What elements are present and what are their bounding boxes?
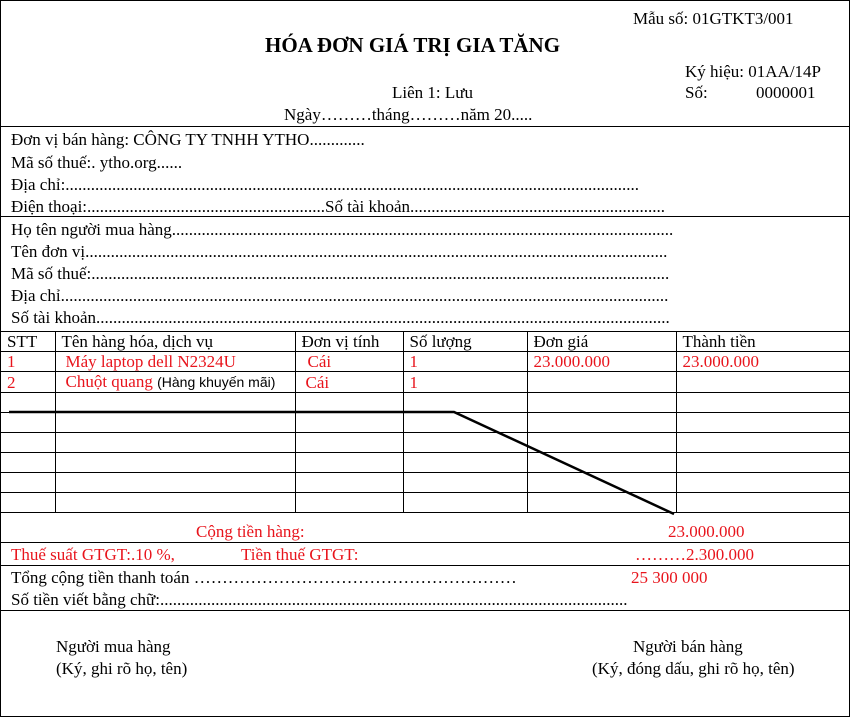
- seller-signature-title: Người bán hàng: [633, 637, 743, 656]
- row-unit-price: [527, 372, 676, 393]
- buyer-tax-code: Mã số thuế:........................................................................................................................................: [11, 264, 670, 283]
- row-stt: 1: [1, 352, 55, 372]
- total-label: Tổng cộng tiền thanh toán …………………………………………………: [11, 568, 517, 587]
- buyer-address: Địa chỉ...............................................................................................................................................: [11, 286, 669, 305]
- form-number: Mẫu số: 01GTKT3/001: [633, 9, 794, 28]
- vat-amount-label: Tiền thuế GTGT:: [241, 545, 359, 564]
- symbol: Ký hiệu: 01AA/14P: [685, 62, 821, 81]
- promo-note: (Hàng khuyến mãi): [157, 374, 276, 390]
- row-amount: [676, 372, 849, 393]
- table-row: [1, 352, 849, 372]
- header-quantity: Số lượng: [403, 332, 527, 352]
- table-row-empty: [1, 473, 849, 493]
- table-row-empty: [1, 413, 849, 433]
- row-stt: 2: [1, 372, 55, 393]
- invoice-number: 0000001: [756, 83, 816, 102]
- divider: [1, 610, 849, 611]
- buyer-signature-title: Người mua hàng: [56, 637, 171, 656]
- row-item-name-cell: [55, 372, 295, 393]
- subtotal-label: Cộng tiền hàng:: [196, 522, 305, 541]
- divider: [1, 565, 849, 566]
- buyer-name: Họ tên người mua hàng......................................................................................................................: [11, 220, 674, 239]
- table-row-empty: [1, 493, 849, 513]
- total-value: 25 300 000: [631, 568, 708, 587]
- table-header-row: [1, 332, 849, 352]
- seller-address: Địa chỉ:.......................................................................................................................................: [11, 175, 640, 194]
- divider: [1, 216, 849, 217]
- row-amount: 23.000.000: [676, 352, 849, 372]
- row-unit: Cái: [295, 352, 403, 372]
- seller-signature-note: (Ký, đóng dấu, ghi rõ họ, tên): [592, 659, 795, 678]
- header-amount: Thành tiền: [676, 332, 849, 352]
- date-line: Ngày………tháng………năm 20.....: [284, 105, 533, 124]
- copy-label: Liên 1: Lưu: [392, 83, 473, 102]
- amount-in-words: Số tiền viết bằng chữ:..............................................................................................................: [11, 590, 628, 609]
- table-row-empty: [1, 433, 849, 453]
- seller-tax-code: Mã số thuế:. ytho.org......: [11, 153, 183, 172]
- divider: [1, 542, 849, 543]
- items-table: [1, 331, 849, 513]
- buyer-unit: Tên đơn vị.........................................................................................................................................: [11, 242, 668, 261]
- table-row: [1, 372, 849, 393]
- buyer-account: Số tài khoản.......................................................................................................................................: [11, 308, 670, 327]
- header-stt: STT: [1, 332, 55, 352]
- row-unit: Cái: [295, 372, 403, 393]
- seller-name: Đơn vị bán hàng: CÔNG TY TNHH YTHO.............: [11, 130, 365, 149]
- vat-rate: Thuế suất GTGT:.10 %,: [11, 545, 175, 564]
- header-unit: Đơn vị tính: [295, 332, 403, 352]
- row-item-name: Chuột quang: [65, 372, 153, 391]
- row-quantity: 1: [403, 372, 527, 393]
- header-item-name: Tên hàng hóa, dịch vụ: [55, 332, 295, 352]
- seller-phone-account: Điện thoại:........................................................Số tài khoản............................................................: [11, 197, 666, 216]
- table-row-empty: [1, 393, 849, 413]
- divider: [1, 126, 849, 127]
- buyer-signature-note: (Ký, ghi rõ họ, tên): [56, 659, 188, 678]
- row-quantity: 1: [403, 352, 527, 372]
- row-unit-price: 23.000.000: [527, 352, 676, 372]
- subtotal-value: 23.000.000: [668, 522, 745, 541]
- table-row-empty: [1, 453, 849, 473]
- row-item-name: Máy laptop dell N2324U: [55, 352, 295, 372]
- invoice-title: HÓA ĐƠN GIÁ TRỊ GIA TĂNG: [265, 33, 561, 57]
- vat-amount-value: ………2.300.000: [635, 545, 754, 564]
- invoice-number-label: Số:: [685, 83, 708, 102]
- header-unit-price: Đơn giá: [527, 332, 676, 352]
